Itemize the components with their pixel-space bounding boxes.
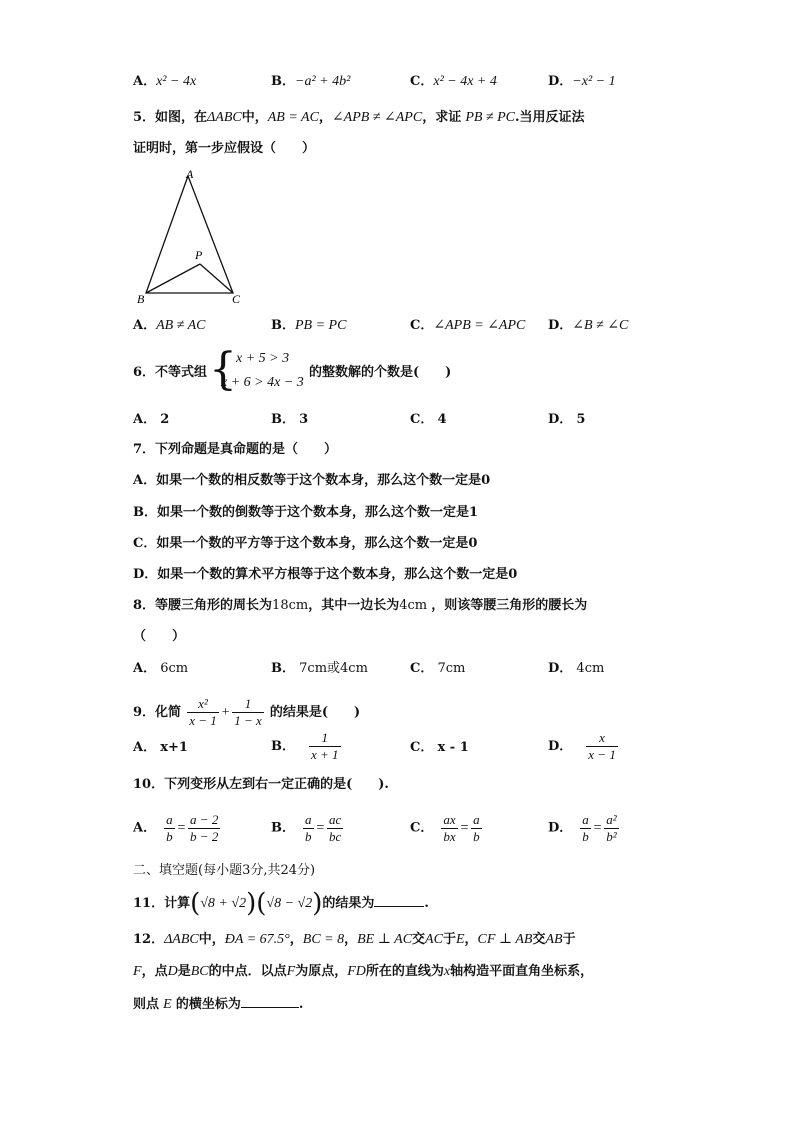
q12-text: 交 bbox=[412, 932, 426, 947]
option-text: 4cm bbox=[576, 661, 605, 676]
equals-sign: = bbox=[176, 820, 187, 836]
q9-text: 9．化简 bbox=[133, 705, 182, 720]
option-label: A． bbox=[133, 412, 157, 427]
option-label: C． bbox=[410, 740, 434, 755]
section-heading bbox=[133, 862, 315, 880]
denominator: 1 − x bbox=[234, 713, 262, 728]
q5-option-b bbox=[271, 317, 346, 335]
option-text: −a² + 4b² bbox=[295, 74, 351, 89]
label-p: P bbox=[195, 248, 203, 262]
denominator: b² bbox=[606, 829, 617, 844]
q5-text: ， bbox=[318, 110, 332, 125]
q12-text: 12． bbox=[133, 932, 165, 947]
q7-option-b bbox=[133, 504, 478, 522]
q7-option-d bbox=[133, 566, 517, 584]
q8-stem-line2 bbox=[133, 628, 185, 646]
option-text: 5 bbox=[576, 412, 586, 427]
option-label: C． bbox=[410, 412, 434, 427]
q12-text: 所在的直线为 bbox=[365, 964, 444, 979]
q6-text: 6．不等式组 bbox=[133, 365, 208, 380]
q9-stem bbox=[133, 696, 360, 729]
math-condition: AB = AC bbox=[267, 110, 319, 125]
math-text: E bbox=[163, 997, 172, 1012]
option-label: B． bbox=[271, 412, 295, 427]
q10-option-c bbox=[410, 812, 484, 845]
math-text: FD bbox=[347, 964, 366, 979]
q6-text: 的整数解的个数是( ) bbox=[309, 365, 452, 380]
q12-line1 bbox=[133, 931, 576, 949]
option-label: B． bbox=[271, 661, 295, 676]
option-text: 3 bbox=[299, 412, 309, 427]
paren-close: ) bbox=[246, 888, 257, 919]
option-text: AB ≠ AC bbox=[156, 318, 206, 333]
q11-text: 11．计算 bbox=[133, 896, 191, 911]
math-expression: √8 + √2 bbox=[200, 896, 247, 911]
q7-text: 7．下列命题是真命题的是（ ） bbox=[133, 442, 338, 457]
option-text: 2 bbox=[160, 412, 170, 427]
option-label: B． bbox=[271, 74, 295, 89]
math-expression: √8 − √2 bbox=[266, 896, 313, 911]
math-text: D bbox=[167, 964, 178, 979]
numerator: a² bbox=[606, 812, 617, 827]
denominator: bc bbox=[328, 829, 342, 844]
q8-text: ，则该等腰三角形的腰长为 bbox=[431, 598, 588, 613]
q12-text: 于 bbox=[562, 932, 576, 947]
option-fraction-right bbox=[471, 812, 482, 845]
option-text: x² − 4x + 4 bbox=[433, 74, 497, 89]
option-label: D． bbox=[548, 74, 573, 89]
option-label: A． bbox=[133, 820, 157, 836]
math-text: E bbox=[455, 932, 465, 947]
q12-text: 则点 bbox=[133, 997, 160, 1012]
q4-option-b bbox=[271, 73, 350, 91]
math-text: CF ⊥ AB bbox=[477, 932, 533, 947]
option-text: 7cm bbox=[437, 661, 466, 676]
math-text: BE ⊥ AC bbox=[357, 932, 413, 947]
math-text: ÐA = 67.5° bbox=[224, 932, 290, 947]
option-label: C． bbox=[410, 74, 434, 89]
q12-text: 是 bbox=[177, 964, 191, 979]
q5-stem-line1 bbox=[133, 109, 585, 127]
equals-sign: = bbox=[315, 820, 325, 836]
option-text: C．如果一个数的平方等于这个数本身，那么这个数一定是0 bbox=[133, 536, 478, 551]
option-text: x² − 4x bbox=[156, 74, 197, 89]
q11-text: 的结果为 bbox=[322, 896, 375, 911]
math-text: F bbox=[133, 964, 142, 979]
equals-sign: = bbox=[592, 820, 603, 836]
q8-option-c bbox=[410, 660, 465, 678]
q5-text: 中， bbox=[241, 110, 268, 125]
option-text: B．如果一个数的倒数等于这个数本身，那么这个数一定是1 bbox=[133, 505, 479, 520]
option-fraction-left bbox=[303, 812, 314, 845]
q9-option-c bbox=[410, 739, 469, 757]
option-fraction-right bbox=[604, 812, 618, 845]
triangle-outline bbox=[146, 176, 233, 293]
math-text: AB bbox=[545, 932, 563, 947]
option-label: A． bbox=[133, 318, 157, 333]
option-fraction-left bbox=[164, 812, 175, 845]
label-a: A bbox=[186, 167, 194, 181]
numerator: a bbox=[582, 812, 589, 827]
denominator: bx bbox=[443, 829, 456, 844]
denominator: x − 1 bbox=[588, 747, 616, 762]
q5-option-c bbox=[410, 317, 525, 335]
q10-option-a bbox=[133, 812, 222, 845]
option-label: B． bbox=[271, 318, 295, 333]
option-text: 6cm bbox=[160, 661, 189, 676]
denominator: b bbox=[305, 829, 312, 844]
q12-text: 于 bbox=[442, 932, 456, 947]
option-text: A．如果一个数的相反数等于这个数本身，那么这个数一定是0 bbox=[133, 473, 491, 488]
q12-text: ， bbox=[464, 932, 478, 947]
q12-text: 中， bbox=[198, 932, 225, 947]
q12-text: ， bbox=[289, 932, 303, 947]
option-label: B． bbox=[271, 739, 295, 754]
q12-text: 轴构造平面直角坐标系， bbox=[450, 964, 594, 979]
numerator: a bbox=[305, 812, 312, 827]
option-label: C． bbox=[410, 661, 434, 676]
q12-text: ， bbox=[344, 932, 358, 947]
math-length: 4cm bbox=[399, 598, 428, 613]
q4-option-c bbox=[410, 73, 497, 91]
q12-line3: 则点 E 的横坐标为 . bbox=[133, 997, 304, 1012]
q11-stem: 11．计算(√8 + √2)(√8 − √2)的结果为 . bbox=[133, 888, 429, 919]
option-label: B． bbox=[271, 820, 295, 836]
denominator: b − 2 bbox=[190, 829, 219, 844]
math-text: ΔABC bbox=[164, 932, 199, 947]
q9-option-a bbox=[133, 739, 188, 757]
q8-option-a bbox=[133, 660, 188, 678]
q12-text: 为原点， bbox=[295, 964, 348, 979]
answer-blank[interactable] bbox=[374, 894, 424, 907]
math-length: 18cm bbox=[272, 598, 309, 613]
option-text: x - 1 bbox=[437, 740, 469, 755]
denominator: b bbox=[473, 829, 480, 844]
option-label: D． bbox=[548, 661, 573, 676]
option-label: D． bbox=[548, 318, 573, 333]
q6-suffix bbox=[309, 364, 451, 382]
option-text: 7cm或4cm bbox=[299, 661, 368, 676]
denominator: b bbox=[166, 829, 173, 844]
label-b: B bbox=[137, 292, 145, 306]
option-fraction-left bbox=[580, 812, 591, 845]
q6-option-b bbox=[271, 411, 308, 429]
q7-option-a bbox=[133, 472, 490, 490]
math-text: AC bbox=[425, 932, 443, 947]
q5-text: 证明时，第一步应假设（ ） bbox=[133, 141, 316, 156]
q4-option-d bbox=[548, 73, 616, 91]
q8-text: ，其中一边长为 bbox=[308, 598, 400, 613]
q8-text: 8．等腰三角形的周长为 bbox=[133, 598, 273, 613]
answer-blank[interactable] bbox=[241, 995, 299, 1008]
q9-option-d bbox=[548, 730, 620, 763]
option-label: D． bbox=[548, 412, 573, 427]
q5-prefix: 5．如图，在 bbox=[133, 110, 208, 125]
math-triangle: ΔABC bbox=[207, 110, 242, 125]
q5-option-a bbox=[133, 317, 206, 335]
q8-stem-line1 bbox=[133, 597, 587, 615]
numerator: 1 bbox=[232, 696, 264, 713]
math-conclusion: PB ≠ PC bbox=[465, 110, 516, 125]
option-fraction bbox=[309, 730, 341, 763]
q9-fraction-2 bbox=[232, 696, 264, 729]
section-title: 二、填空题(每小题3分,共24分) bbox=[133, 863, 316, 878]
paren-open: ( bbox=[190, 888, 201, 919]
option-label: C． bbox=[410, 820, 434, 836]
option-text: ∠B ≠ ∠C bbox=[572, 318, 629, 333]
q5-option-d bbox=[548, 317, 628, 335]
denominator: b bbox=[582, 829, 589, 844]
option-text: ∠APB = ∠APC bbox=[433, 318, 526, 333]
q10-text: 10．下列变形从左到右一定正确的是( ). bbox=[133, 777, 389, 792]
q10-stem bbox=[133, 776, 389, 794]
q6-option-d bbox=[548, 411, 585, 429]
triangle-figure bbox=[130, 166, 250, 306]
option-label: A． bbox=[133, 74, 157, 89]
q8-text: （ ） bbox=[133, 629, 186, 644]
q6-inequality-1: x + 5 > 3 bbox=[236, 351, 290, 366]
numerator: 1 bbox=[309, 730, 341, 747]
option-text: PB = PC bbox=[295, 318, 347, 333]
option-text: D．如果一个数的算术平方根等于这个数本身，那么这个数一定是0 bbox=[133, 567, 518, 582]
q7-option-c bbox=[133, 535, 477, 553]
math-text: BC = 8 bbox=[302, 932, 345, 947]
numerator: x bbox=[586, 730, 618, 747]
option-label: D． bbox=[548, 820, 573, 836]
q8-option-d bbox=[548, 660, 604, 678]
q10-option-d bbox=[548, 812, 621, 845]
option-label: A． bbox=[133, 740, 157, 755]
q7-stem bbox=[133, 441, 337, 459]
math-condition: ∠APB ≠ ∠APC bbox=[331, 110, 423, 125]
numerator: ax bbox=[443, 812, 456, 827]
option-fraction bbox=[586, 730, 618, 763]
option-fraction-left bbox=[441, 812, 457, 845]
numerator: a bbox=[166, 812, 173, 827]
paren-open: ( bbox=[256, 888, 267, 919]
option-label: D． bbox=[548, 739, 573, 754]
q6-option-a bbox=[133, 411, 169, 429]
option-fraction-right bbox=[327, 812, 343, 845]
plus-sign: + bbox=[220, 705, 231, 720]
denominator: x + 1 bbox=[311, 747, 339, 762]
option-label: C． bbox=[410, 318, 434, 333]
q10-option-b bbox=[271, 812, 345, 845]
numerator: a − 2 bbox=[190, 812, 219, 827]
numerator: x² bbox=[187, 696, 219, 713]
q8-option-b bbox=[271, 660, 368, 678]
q12-line2 bbox=[133, 963, 593, 981]
numerator: ac bbox=[328, 812, 342, 827]
q5-stem-line2 bbox=[133, 140, 315, 158]
q12-text: ，点 bbox=[141, 964, 168, 979]
segment-pb bbox=[146, 264, 200, 293]
label-c: C bbox=[232, 292, 241, 306]
option-text: 4 bbox=[437, 412, 447, 427]
math-text: BC bbox=[190, 964, 209, 979]
q9-option-b bbox=[271, 730, 343, 763]
numerator: a bbox=[473, 812, 480, 827]
q12-text: 的中点．以点 bbox=[208, 964, 287, 979]
brace-symbol: { bbox=[209, 344, 237, 395]
q5-text: ，求证 bbox=[422, 110, 462, 125]
q4-option-a bbox=[133, 73, 196, 91]
q9-fraction-1 bbox=[187, 696, 219, 729]
q6-prefix bbox=[133, 364, 207, 382]
math-text: x bbox=[443, 964, 451, 979]
option-fraction-right bbox=[188, 812, 220, 845]
q9-text: 的结果是( ) bbox=[269, 705, 361, 720]
q5-text: .当用反证法 bbox=[515, 110, 585, 125]
q12-text: 的横坐标为 bbox=[175, 997, 241, 1012]
option-text: x+1 bbox=[160, 740, 188, 755]
denominator: x − 1 bbox=[189, 713, 217, 728]
q12-text: 交 bbox=[532, 932, 546, 947]
equals-sign: = bbox=[459, 820, 470, 836]
paren-close: ) bbox=[312, 888, 323, 919]
option-text: −x² − 1 bbox=[572, 74, 616, 89]
option-label: A． bbox=[133, 661, 157, 676]
q6-option-c bbox=[410, 411, 447, 429]
q6-inequality-2: x + 6 > 4x − 3 bbox=[221, 375, 304, 390]
math-text: F bbox=[286, 964, 296, 979]
